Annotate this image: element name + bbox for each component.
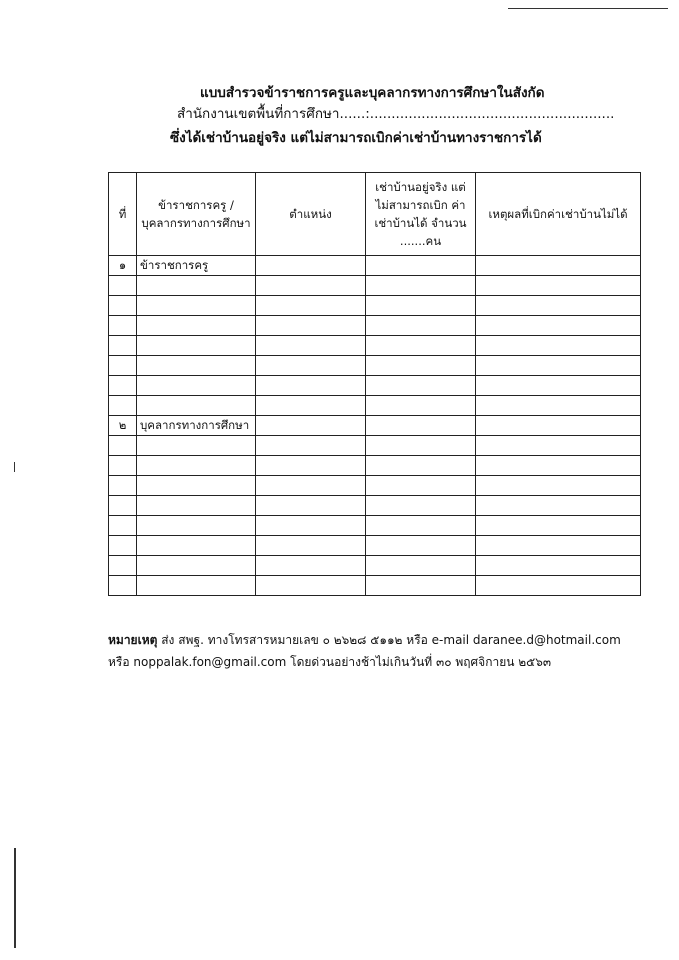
table-cell[interactable] bbox=[137, 336, 256, 356]
scan-artifact-top-line bbox=[508, 8, 668, 9]
footnote-text-1: ส่ง สพฐ. ทางโทรสารหมายเลข ๐ ๒๖๒๘ ๕๑๑๒ หรือ e-mail daranee.d@hotmail.com bbox=[161, 633, 621, 647]
table-cell[interactable] bbox=[256, 336, 366, 356]
table-row bbox=[109, 556, 641, 576]
table-row bbox=[109, 496, 641, 516]
table-cell[interactable] bbox=[137, 296, 256, 316]
table-cell[interactable] bbox=[137, 396, 256, 416]
footnote-line-1 bbox=[108, 629, 648, 651]
table-cell[interactable] bbox=[256, 356, 366, 376]
table-cell[interactable] bbox=[366, 376, 476, 396]
table-cell[interactable] bbox=[476, 516, 641, 536]
table-cell[interactable] bbox=[109, 376, 137, 396]
table-cell[interactable] bbox=[137, 316, 256, 336]
form-subtitle-office bbox=[0, 103, 679, 125]
table-cell[interactable] bbox=[109, 556, 137, 576]
table-cell[interactable] bbox=[476, 556, 641, 576]
section-row-teachers bbox=[109, 256, 641, 276]
table-cell[interactable] bbox=[476, 256, 641, 276]
table-cell[interactable] bbox=[256, 536, 366, 556]
table-cell[interactable] bbox=[366, 536, 476, 556]
table-cell[interactable] bbox=[476, 276, 641, 296]
office-label: สำนักงานเขตพื้นที่การศึกษา bbox=[177, 106, 340, 122]
section-number: ๑ bbox=[109, 256, 137, 276]
form-subtitle-condition: ซึ่งได้เช่าบ้านอยู่จริง แต่ไม่สามารถเบิกค่าเช่าบ้านทางราชการได้ bbox=[170, 130, 542, 146]
table-cell[interactable] bbox=[256, 436, 366, 456]
column-header-number: ที่ bbox=[109, 173, 137, 256]
table-row bbox=[109, 536, 641, 556]
table-cell[interactable] bbox=[109, 396, 137, 416]
table-row bbox=[109, 336, 641, 356]
table-row bbox=[109, 436, 641, 456]
table-cell[interactable] bbox=[366, 336, 476, 356]
table-row bbox=[109, 296, 641, 316]
scan-artifact-left-edge-mid bbox=[14, 462, 15, 472]
table-cell[interactable] bbox=[256, 276, 366, 296]
table-cell[interactable] bbox=[137, 576, 256, 596]
footnote-line-2: หรือ noppalak.fon@gmail.com โดยด่วนอย่างช้าไม่เกินวันที่ ๓๐ พฤศจิกายน ๒๕๖๓ bbox=[108, 655, 552, 669]
table-cell[interactable] bbox=[137, 456, 256, 476]
table-cell[interactable] bbox=[366, 276, 476, 296]
table-cell[interactable] bbox=[137, 476, 256, 496]
table-cell[interactable] bbox=[109, 456, 137, 476]
table-cell[interactable] bbox=[137, 496, 256, 516]
table-row bbox=[109, 516, 641, 536]
table-cell[interactable] bbox=[256, 476, 366, 496]
table-row bbox=[109, 356, 641, 376]
table-cell[interactable] bbox=[137, 276, 256, 296]
table-cell[interactable] bbox=[476, 376, 641, 396]
table-cell[interactable] bbox=[256, 316, 366, 336]
table-row bbox=[109, 456, 641, 476]
table-cell[interactable] bbox=[476, 296, 641, 316]
table-cell[interactable] bbox=[256, 416, 366, 436]
table-row bbox=[109, 276, 641, 296]
table-cell[interactable] bbox=[476, 416, 641, 436]
table-cell[interactable] bbox=[476, 336, 641, 356]
column-header-personnel: ข้าราชการครู / บุคลากรทางการศึกษา bbox=[137, 173, 256, 256]
table-cell[interactable] bbox=[366, 436, 476, 456]
form-title: แบบสำรวจข้าราชการครูและบุคลากรทางการศึกษาในสังกัด bbox=[200, 85, 545, 101]
table-cell[interactable] bbox=[366, 356, 476, 376]
table-cell[interactable] bbox=[109, 356, 137, 376]
table-cell[interactable] bbox=[109, 536, 137, 556]
table-cell[interactable] bbox=[366, 496, 476, 516]
table-header-row bbox=[109, 173, 641, 256]
table-cell[interactable] bbox=[137, 556, 256, 576]
footnote bbox=[108, 629, 648, 673]
table-cell[interactable] bbox=[137, 356, 256, 376]
table-cell[interactable] bbox=[137, 516, 256, 536]
section-row-personnel bbox=[109, 416, 641, 436]
table-cell[interactable] bbox=[476, 476, 641, 496]
table-cell[interactable] bbox=[476, 316, 641, 336]
table-row bbox=[109, 316, 641, 336]
table-cell[interactable] bbox=[256, 576, 366, 596]
table-cell[interactable] bbox=[256, 516, 366, 536]
table-cell[interactable] bbox=[109, 476, 137, 496]
table-cell[interactable] bbox=[476, 536, 641, 556]
table-cell[interactable] bbox=[137, 436, 256, 456]
table-cell[interactable] bbox=[476, 356, 641, 376]
table-cell[interactable] bbox=[256, 296, 366, 316]
table-cell[interactable] bbox=[137, 376, 256, 396]
office-fill-line: ......:......................................................... bbox=[339, 106, 615, 122]
table-cell[interactable] bbox=[476, 396, 641, 416]
section-number: ๒ bbox=[109, 416, 137, 436]
table-cell[interactable] bbox=[366, 316, 476, 336]
table-cell[interactable] bbox=[366, 256, 476, 276]
table-cell[interactable] bbox=[366, 576, 476, 596]
table-cell[interactable] bbox=[476, 576, 641, 596]
table-cell[interactable] bbox=[109, 496, 137, 516]
table-row bbox=[109, 576, 641, 596]
table-cell[interactable] bbox=[256, 556, 366, 576]
table-row bbox=[109, 476, 641, 496]
table-cell[interactable] bbox=[366, 516, 476, 536]
survey-table bbox=[108, 172, 641, 596]
table-cell[interactable] bbox=[476, 436, 641, 456]
table-cell[interactable] bbox=[476, 496, 641, 516]
table-cell[interactable] bbox=[109, 316, 137, 336]
table-cell[interactable] bbox=[109, 336, 137, 356]
column-header-reason: เหตุผลที่เบิกค่าเช่าบ้านไม่ได้ bbox=[476, 173, 641, 256]
table-row bbox=[109, 396, 641, 416]
column-header-renting-count: เช่าบ้านอยู่จริง แต่ไม่สามารถเบิก ค่าเช่าบ้านได้ จำนวน .......คน bbox=[366, 173, 476, 256]
footnote-label: หมายเหตุ bbox=[108, 633, 158, 647]
table-cell[interactable] bbox=[137, 536, 256, 556]
scan-artifact-left-edge bbox=[14, 848, 16, 948]
table-row bbox=[109, 376, 641, 396]
table-cell[interactable] bbox=[109, 276, 137, 296]
table-cell[interactable] bbox=[109, 516, 137, 536]
section-label: ข้าราชการครู bbox=[137, 256, 256, 276]
table-cell[interactable] bbox=[256, 256, 366, 276]
table-cell[interactable] bbox=[109, 296, 137, 316]
table-cell[interactable] bbox=[476, 456, 641, 476]
table-cell[interactable] bbox=[256, 376, 366, 396]
table-cell[interactable] bbox=[366, 476, 476, 496]
table-cell[interactable] bbox=[366, 416, 476, 436]
section-label: บุคลากรทางการศึกษา bbox=[137, 416, 256, 436]
table-cell[interactable] bbox=[256, 456, 366, 476]
table-cell[interactable] bbox=[366, 296, 476, 316]
table-cell[interactable] bbox=[366, 396, 476, 416]
table-cell[interactable] bbox=[366, 556, 476, 576]
column-header-position: ตำแหน่ง bbox=[256, 173, 366, 256]
table-cell[interactable] bbox=[109, 576, 137, 596]
table-cell[interactable] bbox=[366, 456, 476, 476]
table-cell[interactable] bbox=[256, 396, 366, 416]
table-cell[interactable] bbox=[109, 436, 137, 456]
table-cell[interactable] bbox=[256, 496, 366, 516]
